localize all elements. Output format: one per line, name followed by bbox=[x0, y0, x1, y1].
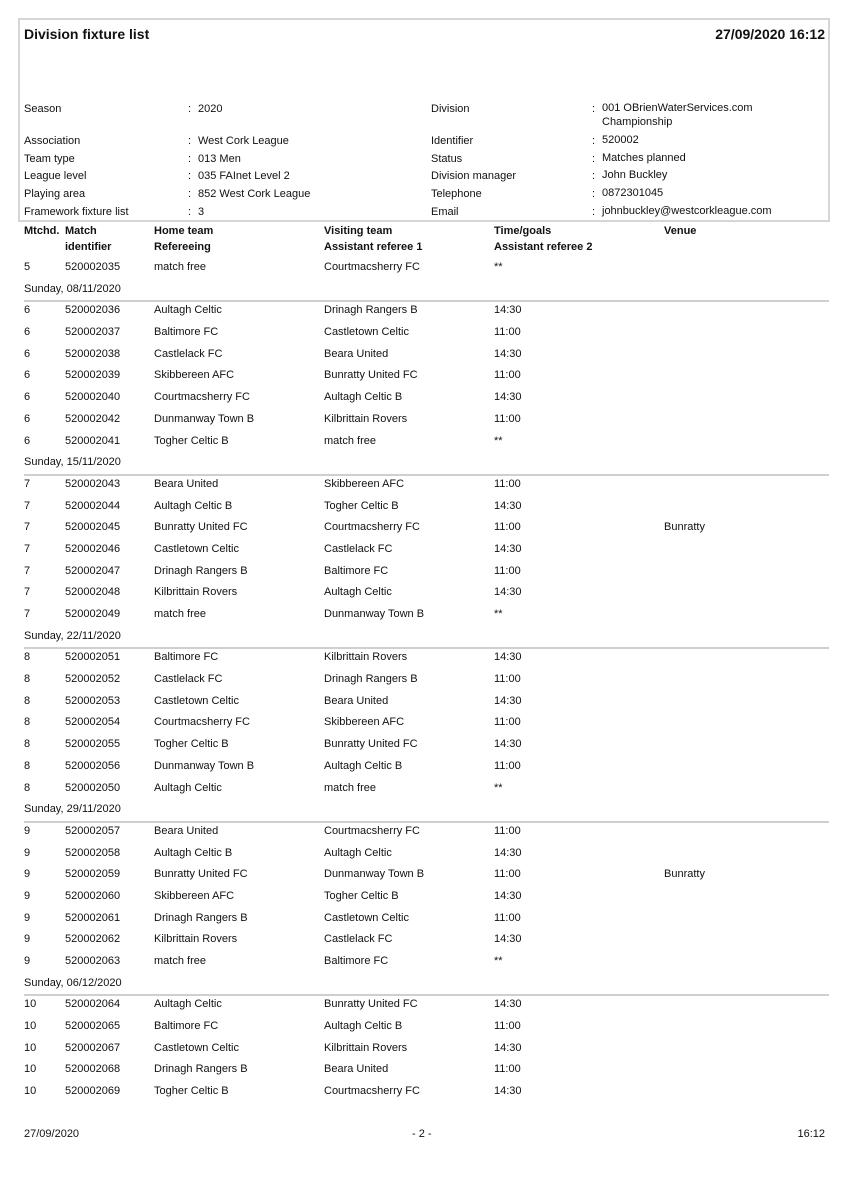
matchday-cell: 10 bbox=[24, 1063, 37, 1076]
matchday-cell: 7 bbox=[24, 521, 31, 534]
time-cell: 14:30 bbox=[494, 694, 522, 707]
col-match-identifier: Match bbox=[65, 225, 97, 237]
matchday-cell: 8 bbox=[24, 759, 31, 772]
visiting-team-cell: Aultagh Celtic B bbox=[324, 759, 403, 772]
col-home-team: Home team bbox=[154, 225, 214, 237]
visiting-team-cell: Aultagh Celtic bbox=[324, 586, 392, 599]
time-cell: 14:30 bbox=[494, 651, 522, 664]
home-team-cell: Castletown Celtic bbox=[154, 1041, 239, 1054]
match-id-cell: 520002038 bbox=[65, 347, 121, 360]
table-row bbox=[24, 584, 829, 606]
match-id-cell: 520002058 bbox=[65, 846, 121, 859]
meta-row bbox=[24, 168, 824, 186]
time-cell: ** bbox=[494, 781, 503, 794]
home-team-cell: Drinagh Rangers B bbox=[154, 911, 248, 924]
table-row bbox=[24, 866, 829, 888]
time-cell: 14:30 bbox=[494, 499, 522, 512]
playing-area-label: Playing area bbox=[24, 188, 86, 201]
visiting-team-cell: Castletown Celtic bbox=[324, 911, 409, 924]
matchday-cell: 8 bbox=[24, 781, 31, 794]
match-id-cell: 520002063 bbox=[65, 955, 121, 967]
table-row bbox=[24, 845, 829, 867]
home-team-cell: Aultagh Celtic bbox=[154, 304, 222, 317]
playing-area-value: 852 West Cork League bbox=[198, 188, 311, 201]
matchday-cell: 6 bbox=[24, 391, 31, 404]
table-row bbox=[24, 498, 829, 520]
date-label: Sunday, 29/11/2020 bbox=[24, 803, 121, 816]
match-id-cell: 520002053 bbox=[65, 694, 121, 707]
table-row bbox=[24, 606, 829, 628]
time-cell: 11:00 bbox=[494, 1063, 521, 1076]
home-team-cell: match free bbox=[154, 955, 206, 967]
match-id-cell: 520002043 bbox=[65, 477, 121, 490]
home-team-cell: Beara United bbox=[154, 824, 219, 837]
table-row bbox=[24, 563, 829, 585]
matchday-cell: 6 bbox=[24, 369, 31, 382]
match-id-cell: 520002060 bbox=[65, 889, 121, 902]
footer-page-number: - 2 - bbox=[412, 1128, 432, 1140]
colon: : bbox=[188, 170, 192, 183]
home-team-cell: Aultagh Celtic B bbox=[154, 499, 233, 512]
division-value: 001 OBrienWaterServices.com Championship bbox=[602, 102, 753, 128]
time-cell: 14:30 bbox=[494, 738, 522, 751]
matchday-cell: 7 bbox=[24, 499, 31, 512]
column-headers bbox=[24, 225, 829, 257]
visiting-team-cell: match free bbox=[324, 434, 376, 447]
footer-time: 16:12 bbox=[797, 1128, 825, 1140]
time-cell: 14:30 bbox=[494, 846, 522, 859]
home-team-cell: Courtmacsherry FC bbox=[154, 716, 250, 729]
match-id-cell: 520002036 bbox=[65, 304, 121, 317]
matchday-cell: 8 bbox=[24, 738, 31, 751]
telephone-value: 0872301045 bbox=[602, 187, 664, 200]
match-id-cell: 520002047 bbox=[65, 564, 121, 577]
match-id-cell: 520002051 bbox=[65, 651, 121, 664]
visiting-team-cell: Drinagh Rangers B bbox=[324, 673, 418, 686]
match-id-cell: 520002059 bbox=[65, 868, 121, 881]
header-timestamp: 27/09/2020 16:12 bbox=[715, 26, 825, 42]
table-row bbox=[24, 346, 829, 368]
visiting-team-cell: Kilbrittain Rovers bbox=[324, 651, 408, 664]
time-cell: 14:30 bbox=[494, 933, 522, 946]
home-team-cell: Kilbrittain Rovers bbox=[154, 586, 238, 599]
association-value: West Cork League bbox=[198, 135, 289, 147]
season-label: Season bbox=[24, 103, 62, 115]
home-team-cell: match free bbox=[154, 261, 206, 273]
match-id-cell: 520002042 bbox=[65, 412, 121, 425]
table-row bbox=[24, 931, 829, 953]
home-team-cell: Bunratty United FC bbox=[154, 868, 248, 881]
fixture-table bbox=[24, 259, 829, 1105]
visiting-team-cell: Beara United bbox=[324, 1063, 389, 1076]
home-team-cell: Courtmacsherry FC bbox=[154, 391, 250, 404]
matchday-cell: 9 bbox=[24, 846, 31, 859]
visiting-team-cell: Togher Celtic B bbox=[324, 889, 399, 902]
matchday-cell: 10 bbox=[24, 1085, 37, 1098]
home-team-cell: Beara United bbox=[154, 477, 219, 490]
col-match-identifier-2: identifier bbox=[65, 241, 112, 253]
match-id-cell: 520002040 bbox=[65, 391, 121, 404]
time-cell: 14:30 bbox=[494, 586, 522, 599]
time-cell: 11:00 bbox=[494, 868, 521, 881]
time-cell: 14:30 bbox=[494, 998, 522, 1011]
time-cell: 14:30 bbox=[494, 1085, 522, 1098]
col-time-goals: Time/goals bbox=[494, 225, 552, 237]
time-cell: 11:00 bbox=[494, 716, 521, 729]
table-row bbox=[24, 758, 829, 780]
league-level-value: 035 FAInet Level 2 bbox=[198, 170, 290, 183]
visiting-team-cell: Castletown Celtic bbox=[324, 326, 409, 339]
match-id-cell: 520002046 bbox=[65, 542, 121, 555]
visiting-team-cell: Aultagh Celtic bbox=[324, 846, 392, 859]
matchday-cell: 6 bbox=[24, 304, 31, 317]
status-value: Matches planned bbox=[602, 151, 686, 164]
matchday-cell: 9 bbox=[24, 955, 31, 967]
visiting-team-cell: Skibbereen AFC bbox=[324, 477, 405, 490]
table-row bbox=[24, 671, 829, 693]
visiting-team-cell: Bunratty United FC bbox=[324, 738, 418, 751]
division-label: Division bbox=[431, 103, 470, 115]
visiting-team-cell: Skibbereen AFC bbox=[324, 716, 405, 729]
email-value: johnbuckley@westcorkleague.com bbox=[602, 204, 772, 217]
matchday-cell: 5 bbox=[24, 261, 31, 273]
home-team-cell: Aultagh Celtic B bbox=[154, 846, 233, 859]
time-cell: ** bbox=[494, 608, 503, 620]
col-refereeing: Refereeing bbox=[154, 241, 211, 253]
time-cell: 11:00 bbox=[494, 326, 521, 339]
matchday-cell: 9 bbox=[24, 911, 31, 924]
time-cell: ** bbox=[494, 434, 503, 447]
matchday-cell: 6 bbox=[24, 326, 31, 339]
visiting-team-cell: Togher Celtic B bbox=[324, 499, 399, 512]
date-group-header bbox=[24, 801, 829, 823]
meta-row bbox=[24, 151, 824, 169]
time-cell: 14:30 bbox=[494, 542, 522, 555]
time-cell: 11:00 bbox=[494, 521, 521, 534]
match-id-cell: 520002045 bbox=[65, 521, 121, 534]
matchday-cell: 8 bbox=[24, 694, 31, 707]
time-cell: ** bbox=[494, 955, 503, 967]
team-type-label: Team type bbox=[24, 152, 75, 165]
date-group-header bbox=[24, 281, 829, 303]
home-team-cell: Castlelack FC bbox=[154, 673, 223, 686]
visiting-team-cell: Bunratty United FC bbox=[324, 998, 418, 1011]
time-cell: 11:00 bbox=[494, 1020, 521, 1033]
match-id-cell: 520002062 bbox=[65, 933, 121, 946]
table-row bbox=[24, 433, 829, 455]
time-cell: 11:00 bbox=[494, 477, 521, 490]
home-team-cell: Baltimore FC bbox=[154, 1020, 219, 1033]
table-row bbox=[24, 693, 829, 715]
table-row bbox=[24, 367, 829, 389]
table-row bbox=[24, 389, 829, 411]
table-row bbox=[24, 953, 829, 975]
date-group-header bbox=[24, 454, 829, 476]
matchday-cell: 8 bbox=[24, 716, 31, 729]
match-id-cell: 520002068 bbox=[65, 1063, 121, 1076]
visiting-team-cell: match free bbox=[324, 781, 376, 794]
visiting-team-cell: Drinagh Rangers B bbox=[324, 304, 418, 317]
home-team-cell: Kilbrittain Rovers bbox=[154, 933, 238, 946]
time-cell: 11:00 bbox=[494, 673, 521, 686]
association-label: Association bbox=[24, 135, 81, 147]
date-label: Sunday, 08/11/2020 bbox=[24, 282, 121, 295]
footer-date: 27/09/2020 bbox=[24, 1128, 80, 1140]
home-team-cell: Baltimore FC bbox=[154, 651, 219, 664]
matchday-cell: 7 bbox=[24, 477, 31, 490]
meta-row bbox=[24, 133, 824, 151]
visiting-team-cell: Dunmanway Town B bbox=[324, 608, 425, 620]
visiting-team-cell: Aultagh Celtic B bbox=[324, 391, 403, 404]
date-group-header bbox=[24, 628, 829, 650]
matchday-cell: 7 bbox=[24, 542, 31, 555]
table-row bbox=[24, 411, 829, 433]
framework-value: 3 bbox=[198, 205, 205, 218]
colon: : bbox=[592, 152, 596, 165]
table-row bbox=[24, 1061, 829, 1083]
identifier-label: Identifier bbox=[431, 135, 474, 147]
venue-cell: Bunratty bbox=[664, 521, 705, 534]
table-row bbox=[24, 780, 829, 802]
visiting-team-cell: Courtmacsherry FC bbox=[324, 521, 420, 534]
visiting-team-cell: Kilbrittain Rovers bbox=[324, 412, 408, 425]
matchday-cell: 7 bbox=[24, 586, 31, 599]
colon: : bbox=[592, 205, 596, 218]
match-id-cell: 520002067 bbox=[65, 1041, 121, 1054]
time-cell: 14:30 bbox=[494, 1041, 522, 1054]
visiting-team-cell: Dunmanway Town B bbox=[324, 868, 425, 881]
table-row bbox=[24, 1083, 829, 1105]
home-team-cell: Castletown Celtic bbox=[154, 694, 239, 707]
match-id-cell: 520002057 bbox=[65, 824, 121, 837]
match-id-cell: 520002052 bbox=[65, 673, 121, 686]
time-cell: 11:00 bbox=[494, 369, 521, 382]
telephone-label: Telephone bbox=[431, 188, 482, 201]
division-manager-label: Division manager bbox=[431, 170, 516, 183]
visiting-team-cell: Castlelack FC bbox=[324, 933, 393, 946]
match-id-cell: 520002035 bbox=[65, 261, 121, 273]
matchday-cell: 7 bbox=[24, 564, 31, 577]
match-id-cell: 520002056 bbox=[65, 759, 121, 772]
matchday-cell: 9 bbox=[24, 889, 31, 902]
matchday-cell: 8 bbox=[24, 673, 31, 686]
home-team-cell: Aultagh Celtic bbox=[154, 998, 222, 1011]
home-team-cell: Drinagh Rangers B bbox=[154, 564, 248, 577]
match-id-cell: 520002065 bbox=[65, 1020, 121, 1033]
home-team-cell: Dunmanway Town B bbox=[154, 412, 255, 425]
home-team-cell: Baltimore FC bbox=[154, 326, 219, 339]
matchday-cell: 9 bbox=[24, 933, 31, 946]
home-team-cell: Togher Celtic B bbox=[154, 1085, 229, 1098]
col-assistant-referee-1: Assistant referee 1 bbox=[324, 241, 423, 253]
home-team-cell: Castletown Celtic bbox=[154, 542, 239, 555]
venue-cell: Bunratty bbox=[664, 868, 705, 881]
visiting-team-cell: Courtmacsherry FC bbox=[324, 1085, 420, 1098]
colon: : bbox=[188, 135, 192, 147]
time-cell: 14:30 bbox=[494, 889, 522, 902]
home-team-cell: Togher Celtic B bbox=[154, 434, 229, 447]
meta-row bbox=[24, 204, 824, 222]
colon: : bbox=[188, 205, 192, 218]
visiting-team-cell: Beara United bbox=[324, 694, 389, 707]
visiting-team-cell: Bunratty United FC bbox=[324, 369, 418, 382]
table-row bbox=[24, 302, 829, 324]
visiting-team-cell: Kilbrittain Rovers bbox=[324, 1041, 408, 1054]
match-id-cell: 520002039 bbox=[65, 369, 121, 382]
date-label: Sunday, 06/12/2020 bbox=[24, 976, 122, 989]
visiting-team-cell: Beara United bbox=[324, 347, 389, 360]
time-cell: 14:30 bbox=[494, 304, 522, 317]
home-team-cell: Drinagh Rangers B bbox=[154, 1063, 248, 1076]
table-row bbox=[24, 996, 829, 1018]
time-cell: 14:30 bbox=[494, 347, 522, 360]
colon: : bbox=[592, 103, 596, 115]
email-label: Email bbox=[431, 205, 459, 218]
home-team-cell: Aultagh Celtic bbox=[154, 781, 222, 794]
matchday-cell: 10 bbox=[24, 1041, 37, 1054]
colon: : bbox=[592, 170, 596, 183]
matchday-cell: 9 bbox=[24, 824, 31, 837]
table-row bbox=[24, 736, 829, 758]
home-team-cell: Castlelack FC bbox=[154, 347, 223, 360]
table-row bbox=[24, 888, 829, 910]
matchday-cell: 10 bbox=[24, 1020, 37, 1033]
meta-row bbox=[24, 186, 824, 204]
home-team-cell: Togher Celtic B bbox=[154, 738, 229, 751]
table-row bbox=[24, 649, 829, 671]
match-id-cell: 520002041 bbox=[65, 434, 121, 447]
match-id-cell: 520002037 bbox=[65, 326, 121, 339]
colon: : bbox=[188, 152, 192, 165]
matchday-cell: 8 bbox=[24, 651, 31, 664]
visiting-team-cell: Aultagh Celtic B bbox=[324, 1020, 403, 1033]
match-id-cell: 520002055 bbox=[65, 738, 121, 751]
match-id-cell: 520002054 bbox=[65, 716, 121, 729]
table-row bbox=[24, 910, 829, 932]
time-cell: 11:00 bbox=[494, 759, 521, 772]
visiting-team-cell: Baltimore FC bbox=[324, 955, 389, 967]
time-cell: 14:30 bbox=[494, 391, 522, 404]
table-row bbox=[24, 259, 829, 281]
identifier-value: 520002 bbox=[602, 134, 639, 146]
matchday-cell: 6 bbox=[24, 434, 31, 447]
time-cell: 11:00 bbox=[494, 911, 521, 924]
table-row bbox=[24, 1040, 829, 1062]
table-row bbox=[24, 823, 829, 845]
division-manager-value: John Buckley bbox=[602, 169, 668, 182]
home-team-cell: match free bbox=[154, 608, 206, 620]
col-venue: Venue bbox=[664, 225, 697, 237]
matchday-cell: 6 bbox=[24, 347, 31, 360]
match-id-cell: 520002048 bbox=[65, 586, 121, 599]
match-id-cell: 520002069 bbox=[65, 1085, 121, 1098]
colon: : bbox=[592, 135, 596, 147]
page-title: Division fixture list bbox=[24, 26, 150, 42]
table-row bbox=[24, 541, 829, 563]
time-cell: 11:00 bbox=[494, 564, 521, 577]
team-type-value: 013 Men bbox=[198, 152, 241, 165]
time-cell: 11:00 bbox=[494, 412, 521, 425]
time-cell: 11:00 bbox=[494, 824, 521, 837]
visiting-team-cell: Baltimore FC bbox=[324, 564, 389, 577]
visiting-team-cell: Courtmacsherry FC bbox=[324, 261, 420, 273]
colon: : bbox=[188, 188, 192, 201]
match-id-cell: 520002064 bbox=[65, 998, 121, 1011]
home-team-cell: Bunratty United FC bbox=[154, 521, 248, 534]
col-assistant-referee-2: Assistant referee 2 bbox=[494, 241, 593, 253]
matchday-cell: 10 bbox=[24, 998, 37, 1011]
table-row bbox=[24, 324, 829, 346]
home-team-cell: Skibbereen AFC bbox=[154, 889, 235, 902]
table-row bbox=[24, 476, 829, 498]
home-team-cell: Skibbereen AFC bbox=[154, 369, 235, 382]
league-level-label: League level bbox=[24, 170, 87, 183]
visiting-team-cell: Courtmacsherry FC bbox=[324, 824, 420, 837]
match-id-cell: 520002050 bbox=[65, 781, 121, 794]
status-label: Status bbox=[431, 152, 463, 165]
match-id-cell: 520002044 bbox=[65, 499, 121, 512]
date-group-header bbox=[24, 975, 829, 997]
match-id-cell: 520002049 bbox=[65, 608, 121, 620]
matchday-cell: 6 bbox=[24, 412, 31, 425]
table-row bbox=[24, 714, 829, 736]
home-team-cell: Dunmanway Town B bbox=[154, 759, 255, 772]
meta-table bbox=[24, 101, 824, 221]
visiting-team-cell: Castlelack FC bbox=[324, 542, 393, 555]
col-mtchd: Mtchd. bbox=[24, 225, 60, 237]
meta-row bbox=[24, 101, 824, 133]
framework-label: Framework fixture list bbox=[24, 205, 129, 218]
match-id-cell: 520002061 bbox=[65, 911, 121, 924]
season-value: 2020 bbox=[198, 103, 223, 115]
colon: : bbox=[188, 103, 192, 115]
matchday-cell: 7 bbox=[24, 608, 31, 620]
matchday-cell: 9 bbox=[24, 868, 31, 881]
table-row bbox=[24, 519, 829, 541]
date-label: Sunday, 15/11/2020 bbox=[24, 456, 121, 469]
time-cell: ** bbox=[494, 261, 503, 273]
date-label: Sunday, 22/11/2020 bbox=[24, 629, 121, 642]
table-row bbox=[24, 1018, 829, 1040]
colon: : bbox=[592, 188, 596, 201]
col-visiting-team: Visiting team bbox=[324, 225, 393, 237]
